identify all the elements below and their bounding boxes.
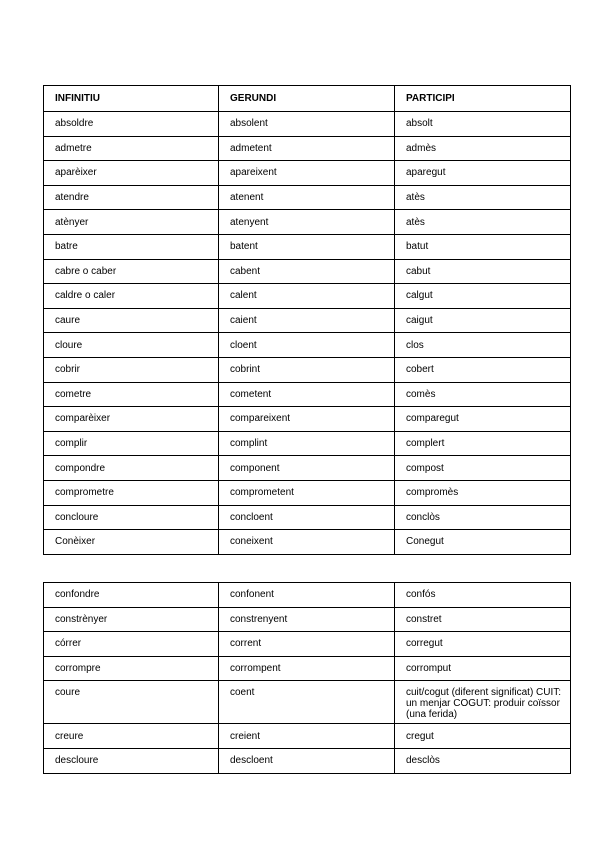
table-row <box>44 161 571 186</box>
participle-cell: aparegut <box>395 161 571 186</box>
infinitive-cell: compondre <box>44 456 219 481</box>
infinitive-cell: confondre <box>44 583 219 608</box>
gerund-cell: atenent <box>219 185 395 210</box>
gerund-cell: coent <box>219 681 395 724</box>
table-row <box>44 505 571 530</box>
header-infinitiu: INFINITIU <box>44 86 219 112</box>
participle-cell: caigut <box>395 308 571 333</box>
gerund-cell: cometent <box>219 382 395 407</box>
gerund-cell: apareixent <box>219 161 395 186</box>
participle-cell: comès <box>395 382 571 407</box>
infinitive-cell: batre <box>44 234 219 259</box>
verb-table-2 <box>43 582 571 774</box>
table-row <box>44 480 571 505</box>
table-row <box>44 431 571 456</box>
participle-cell: cabut <box>395 259 571 284</box>
gerund-cell: descloent <box>219 748 395 773</box>
header-gerundi: GERUNDI <box>219 86 395 112</box>
infinitive-cell: corrompre <box>44 656 219 681</box>
gerund-cell: batent <box>219 234 395 259</box>
gerund-cell: atenyent <box>219 210 395 235</box>
gerund-cell: component <box>219 456 395 481</box>
infinitive-cell: absoldre <box>44 112 219 137</box>
infinitive-cell: córrer <box>44 632 219 657</box>
infinitive-cell: atendre <box>44 185 219 210</box>
infinitive-cell: atènyer <box>44 210 219 235</box>
table-row <box>44 681 571 724</box>
table-row <box>44 284 571 309</box>
participle-cell: desclòs <box>395 748 571 773</box>
infinitive-cell: descloure <box>44 748 219 773</box>
infinitive-cell: cobrir <box>44 357 219 382</box>
table-header-row <box>44 86 571 112</box>
table-row <box>44 583 571 608</box>
participle-cell: clos <box>395 333 571 358</box>
verb-table-1 <box>43 85 571 555</box>
participle-cell: complert <box>395 431 571 456</box>
participle-cell: calgut <box>395 284 571 309</box>
table-row <box>44 136 571 161</box>
participle-cell: absolt <box>395 112 571 137</box>
table-row <box>44 748 571 773</box>
infinitive-cell: comprometre <box>44 480 219 505</box>
participle-cell: conclòs <box>395 505 571 530</box>
participle-cell: cuit/cogut (diferent significat) CUIT: un menjar COGUT: produir coïssor (una ferida) <box>395 681 571 724</box>
table-row <box>44 530 571 555</box>
table-row <box>44 333 571 358</box>
participle-cell: confós <box>395 583 571 608</box>
participle-cell: atès <box>395 210 571 235</box>
participle-cell: constret <box>395 607 571 632</box>
participle-cell: atès <box>395 185 571 210</box>
infinitive-cell: complir <box>44 431 219 456</box>
gerund-cell: corrompent <box>219 656 395 681</box>
participle-cell: cobert <box>395 357 571 382</box>
table-row <box>44 234 571 259</box>
gerund-cell: absolent <box>219 112 395 137</box>
gerund-cell: coneixent <box>219 530 395 555</box>
table-row <box>44 185 571 210</box>
participle-cell: cregut <box>395 724 571 749</box>
gerund-cell: concloent <box>219 505 395 530</box>
participle-cell: corromput <box>395 656 571 681</box>
participle-cell: Conegut <box>395 530 571 555</box>
infinitive-cell: aparèixer <box>44 161 219 186</box>
table-row <box>44 112 571 137</box>
table-row <box>44 656 571 681</box>
gerund-cell: caient <box>219 308 395 333</box>
infinitive-cell: coure <box>44 681 219 724</box>
table-row <box>44 308 571 333</box>
infinitive-cell: admetre <box>44 136 219 161</box>
infinitive-cell: constrènyer <box>44 607 219 632</box>
participle-cell: corregut <box>395 632 571 657</box>
infinitive-cell: comparèixer <box>44 407 219 432</box>
table-row <box>44 724 571 749</box>
infinitive-cell: cabre o caber <box>44 259 219 284</box>
infinitive-cell: caure <box>44 308 219 333</box>
infinitive-cell: caldre o caler <box>44 284 219 309</box>
infinitive-cell: cometre <box>44 382 219 407</box>
participle-cell: compromès <box>395 480 571 505</box>
infinitive-cell: concloure <box>44 505 219 530</box>
gerund-cell: compareixent <box>219 407 395 432</box>
gerund-cell: constrenyent <box>219 607 395 632</box>
participle-cell: batut <box>395 234 571 259</box>
table-row <box>44 382 571 407</box>
header-participi: PARTICIPI <box>395 86 571 112</box>
gerund-cell: cobrint <box>219 357 395 382</box>
table-row <box>44 456 571 481</box>
gerund-cell: comprometent <box>219 480 395 505</box>
gerund-cell: creient <box>219 724 395 749</box>
gerund-cell: corrent <box>219 632 395 657</box>
gerund-cell: admetent <box>219 136 395 161</box>
infinitive-cell: cloure <box>44 333 219 358</box>
table-row <box>44 259 571 284</box>
participle-cell: compost <box>395 456 571 481</box>
gerund-cell: confonent <box>219 583 395 608</box>
gerund-cell: cabent <box>219 259 395 284</box>
gerund-cell: calent <box>219 284 395 309</box>
participle-cell: comparegut <box>395 407 571 432</box>
participle-cell: admès <box>395 136 571 161</box>
gerund-cell: cloent <box>219 333 395 358</box>
table-row <box>44 632 571 657</box>
infinitive-cell: creure <box>44 724 219 749</box>
table-row <box>44 210 571 235</box>
gerund-cell: complint <box>219 431 395 456</box>
infinitive-cell: Conèixer <box>44 530 219 555</box>
table-row <box>44 357 571 382</box>
table-row <box>44 607 571 632</box>
table-row <box>44 407 571 432</box>
